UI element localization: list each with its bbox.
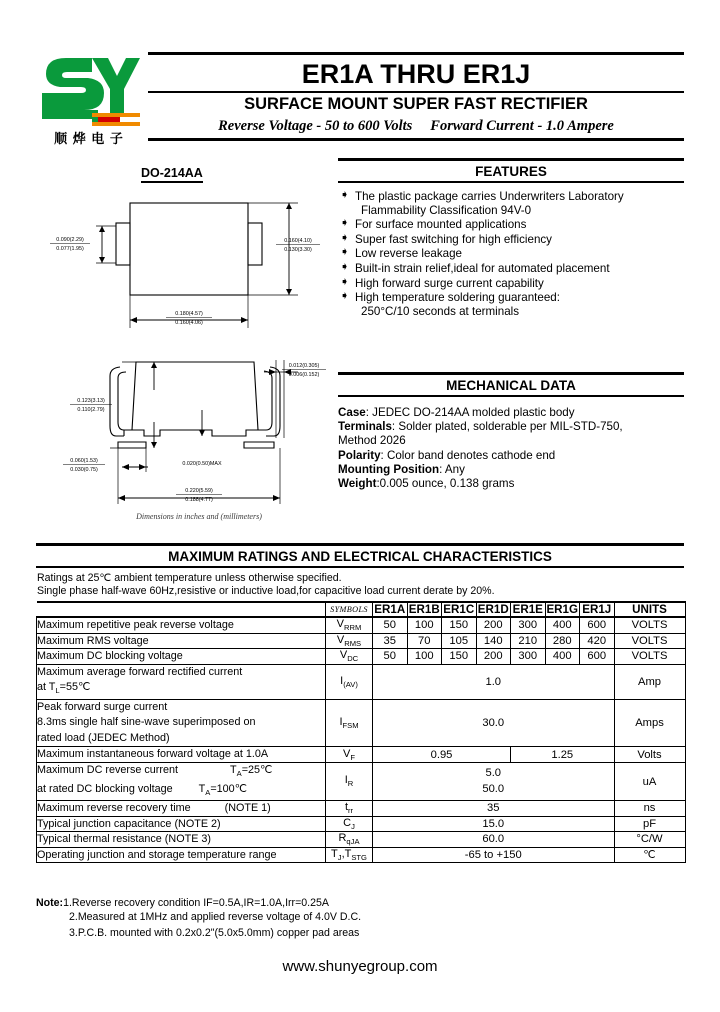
mech-value: Color band denotes cathode end [386, 448, 556, 462]
company-logo [36, 54, 140, 150]
list-item [338, 262, 684, 276]
row-symbol: $R_{qJA}$ [326, 832, 373, 848]
row-value: 600 [580, 649, 615, 665]
notes-section [36, 897, 656, 941]
table-row [37, 847, 686, 863]
page-footer [0, 958, 720, 975]
row-desc: Maximum instantaneous forward voltage at 1.0A [37, 747, 326, 763]
mech-row-weight [338, 477, 684, 491]
notes-label: Note: [36, 897, 64, 909]
row-value: 210 [511, 633, 546, 649]
table-row [37, 801, 686, 817]
mechanical-body [338, 397, 684, 491]
mech-row-mounting [338, 463, 684, 477]
dim-top-right-upper: 0.160(4.10) [284, 238, 312, 244]
title-rule-bottom [148, 138, 684, 141]
row-symbol: $C_J$ [326, 816, 373, 832]
table-header-row [37, 602, 686, 617]
mech-value: Solder plated, solderable per MIL-STD-750, [398, 420, 623, 434]
header-part-er1e: ER1E [511, 602, 546, 617]
row-desc-line-1: Maximum DC reverse current $T_A=25℃$ [37, 763, 273, 778]
mech-value: JEDEC DO-214AA molded plastic body [372, 406, 575, 419]
list-item [338, 291, 684, 318]
mech-label: Case [338, 406, 366, 419]
table-row [37, 747, 686, 763]
spec-forward-current: Forward Current - 1.0 Ampere [430, 118, 614, 134]
mech-value: 0.005 ounce, 0.138 grams [379, 477, 515, 491]
mech-row-terminals-cont: Method 2026 [338, 434, 406, 448]
mech-sep: : [391, 420, 399, 434]
header-part-er1b: ER1B [408, 603, 440, 617]
row-desc-line-1: Peak forward surge current [37, 700, 168, 713]
table-row [37, 617, 686, 633]
header-part-er1j: ER1J [580, 602, 615, 617]
feature-text: High temperature soldering guaranteed: [355, 291, 560, 305]
header-units: UNITS [614, 602, 685, 617]
row-value-stacked [373, 762, 615, 800]
row-desc: Typical thermal resistance (NOTE 3) [37, 832, 326, 848]
dim-side-len-upper: 0.220(5.59) [185, 488, 213, 494]
specifications-table [36, 601, 686, 863]
row-symbol: $V_{RRM}$ [326, 617, 373, 633]
note-text-1: 1.Reverse recovery condition IF=0.5A,IR=1.0A,Irr=0.25A [63, 897, 329, 909]
feature-text: Built-in strain relief,ideal for automated placement [355, 261, 610, 275]
arrow-bullet-icon: ➧ [340, 246, 350, 259]
list-item [338, 233, 684, 247]
list-item [338, 247, 684, 261]
package-name: DO-214AA [141, 166, 203, 183]
row-desc: Maximum RMS voltage [37, 633, 326, 649]
row-value: 100 [407, 649, 442, 665]
table-row [37, 649, 686, 665]
arrow-bullet-icon: ➧ [340, 217, 350, 230]
mech-value: Any [444, 462, 465, 476]
row-value: 200 [476, 649, 511, 665]
feature-text: Low reverse leakage [355, 247, 462, 261]
row-desc: Maximum DC blocking voltage [37, 649, 326, 665]
note-line-1 [36, 897, 656, 911]
dim-side-thick-upper: 0.012(0.305) [288, 363, 320, 369]
header-part-er1d: ER1D [477, 603, 509, 617]
row-value: 300 [511, 649, 546, 665]
table-row [37, 664, 686, 699]
header-part-er1a: ER1A [374, 603, 406, 617]
row-value: 35 [373, 633, 408, 649]
row-value: 50 [373, 617, 408, 633]
ratings-heading: MAXIMUM RATINGS AND ELECTRICAL CHARACTERISTICS [36, 543, 684, 568]
row-value-span: 1.0 [373, 664, 615, 699]
row-value: 100 [407, 617, 442, 633]
feature-text: For surface mounted applications [355, 218, 527, 232]
feature-text-cont: 250°C/10 seconds at terminals [361, 304, 520, 318]
row-value: 300 [511, 617, 546, 633]
row-symbol: $t_{rr}$ [326, 801, 373, 817]
dim-side-thick-lower: 0.006(0.152) [288, 372, 320, 378]
row-unit: Amps [614, 699, 685, 747]
ratings-condition-line-1: Ratings at 25℃ ambient temperature unless otherwise specified. [37, 572, 342, 584]
dim-side-foot-upper: 0.060(1.53) [70, 458, 98, 464]
dim-top-left-lower: 0.077(1.95) [56, 246, 84, 252]
dim-side-left-lower: 0.110(2.79) [77, 407, 105, 413]
features-heading: FEATURES [338, 158, 684, 183]
dim-side-left-upper: 0.123(3.13) [77, 398, 105, 404]
row-unit: VOLTS [614, 617, 685, 633]
row-value-25c: 5.0 [485, 767, 502, 779]
row-value: 150 [442, 649, 477, 665]
mech-label: Polarity [338, 448, 381, 462]
header-symbols: SYMBOLS [326, 602, 373, 617]
row-desc: Typical junction capacitance (NOTE 2) [37, 816, 326, 832]
row-desc-line-2: at $T_L=55℃$ [37, 681, 91, 696]
website-url[interactable]: www.shunyegroup.com [282, 958, 438, 975]
note-line-2: 2.Measured at 1MHz and applied reverse voltage of 4.0V D.C. [69, 910, 362, 923]
row-value: 400 [545, 617, 580, 633]
title-block [148, 52, 684, 150]
row-value-split-low: 0.95 [373, 747, 511, 763]
arrow-bullet-icon: ➧ [340, 275, 350, 288]
mech-label: Weight [338, 477, 377, 491]
list-item [338, 277, 684, 291]
row-value: 50 [373, 649, 408, 665]
row-desc-line-3: rated load (JEDEC Method) [37, 731, 170, 744]
row-symbol: $T_J,T_{STG}$ [326, 847, 373, 863]
row-desc-line-1: Maximum average forward rectified current [37, 665, 243, 678]
row-desc: Operating junction and storage temperature range [37, 847, 326, 863]
arrow-bullet-icon: ➧ [340, 290, 350, 303]
table-row [37, 633, 686, 649]
features-panel [338, 158, 684, 319]
row-value-span: 60.0 [373, 832, 615, 848]
mech-label: Terminals [338, 420, 392, 434]
row-symbol: $I_R$ [326, 762, 373, 800]
row-value-span: 35 [373, 801, 615, 817]
dim-side-gap: 0.020(0.50)MAX [182, 461, 222, 467]
row-value: 280 [545, 633, 580, 649]
page-subtitle: SURFACE MOUNT SUPER FAST RECTIFIER [244, 95, 588, 113]
features-list [338, 183, 684, 318]
feature-text: Super fast switching for high efficiency [355, 232, 552, 246]
row-value: 140 [476, 633, 511, 649]
row-unit: VOLTS [614, 649, 685, 665]
row-value: 200 [476, 617, 511, 633]
mech-row-terminals [338, 420, 684, 434]
dim-top-right-lower: 0.130(3.30) [284, 247, 312, 253]
header-blank-cell [37, 602, 326, 617]
row-symbol: $I_{(AV)}$ [326, 664, 373, 699]
ratings-conditions [36, 568, 684, 601]
row-symbol: $V_{DC}$ [326, 649, 373, 665]
row-value: 150 [442, 617, 477, 633]
row-value: 70 [407, 633, 442, 649]
row-value-span: 30.0 [373, 699, 615, 747]
row-unit: pF [614, 816, 685, 832]
table-row [37, 816, 686, 832]
row-unit: °C/W [614, 832, 685, 848]
mech-sep: : [380, 448, 387, 462]
dim-side-foot-lower: 0.030(0.75) [70, 467, 98, 473]
feature-text-cont: Flammability Classification 94V-0 [361, 203, 532, 217]
row-unit: Volts [614, 747, 685, 763]
ratings-condition-line-2: Single phase half-wave 60Hz,resistive or inductive load,for capacitive load current derate by 20%. [37, 584, 495, 597]
table-row [37, 699, 686, 747]
row-desc: Maximum repetitive peak reverse voltage [37, 617, 326, 633]
row-desc-line-2: 8.3ms single half sine-wave superimposed on [37, 716, 256, 729]
mech-row-case [338, 406, 684, 420]
mechanical-data-panel [338, 372, 684, 491]
row-unit: Amp [614, 664, 685, 699]
package-drawing-panel [36, 160, 326, 535]
header-part-er1c: ER1C [443, 603, 475, 617]
page-title: ER1A THRU ER1J [301, 59, 531, 89]
row-desc: Maximum reverse recovery time (NOTE 1) [37, 801, 326, 817]
row-value-span: 15.0 [373, 816, 615, 832]
row-desc [37, 699, 326, 747]
row-desc [37, 762, 326, 800]
row-symbol: $I_{FSM}$ [326, 699, 373, 747]
row-value: 400 [545, 649, 580, 665]
row-unit: uA [614, 762, 685, 800]
row-value-span: -65 to +150 [373, 847, 615, 863]
feature-text: High forward surge current capability [355, 276, 544, 290]
mechanical-heading: MECHANICAL DATA [338, 372, 684, 397]
arrow-bullet-icon: ➧ [340, 231, 350, 244]
row-symbol: $V_{RMS}$ [326, 633, 373, 649]
drawing-caption: Dimensions in inches and (millimeters) [136, 512, 262, 521]
dim-top-bottom-upper: 0.180(4.57) [175, 311, 203, 317]
spec-reverse-voltage: Reverse Voltage - 50 to 600 Volts [218, 118, 413, 134]
row-symbol: $V_F$ [326, 747, 373, 763]
header-part-er1g: ER1G [546, 603, 579, 617]
mech-sep: : [439, 462, 445, 476]
row-value-100c: 50.0 [482, 782, 505, 795]
row-unit: ns [614, 801, 685, 817]
arrow-bullet-icon: ➧ [340, 189, 350, 201]
row-unit: ℃ [614, 847, 685, 863]
company-name-chinese: 顺 烨 电 子 [54, 131, 124, 146]
feature-text: The plastic package carries Underwriters Laboratory [355, 190, 624, 203]
dim-top-left-upper: 0.090(2.29) [56, 237, 84, 243]
mech-row-polarity [338, 449, 684, 463]
mech-sep: : [376, 477, 380, 491]
list-item [338, 190, 684, 217]
row-value: 105 [442, 633, 477, 649]
page-header [36, 52, 684, 152]
row-desc [37, 664, 326, 699]
row-desc-line-2: at rated DC blocking voltage $T_A=100℃$ [37, 782, 247, 797]
table-row [37, 762, 686, 800]
dim-top-bottom-lower: 0.160(4.06) [175, 320, 203, 326]
table-row [37, 832, 686, 848]
list-item [338, 218, 684, 232]
ratings-section [36, 543, 684, 863]
row-value: 420 [580, 633, 615, 649]
row-unit: VOLTS [614, 633, 685, 649]
arrow-bullet-icon: ➧ [340, 260, 350, 273]
dim-side-len-lower: 0.188(4.77) [185, 497, 213, 503]
row-value: 600 [580, 617, 615, 633]
mech-sep: : [365, 406, 373, 419]
mech-label: Mounting Position [338, 462, 440, 476]
note-line-3: 3.P.C.B. mounted with 0.2x0.2"(5.0x5.0mm) copper pad areas [69, 927, 360, 939]
package-outline-drawing [36, 160, 326, 535]
row-value-split-high: 1.25 [511, 747, 615, 763]
page-spec-line [148, 116, 684, 138]
